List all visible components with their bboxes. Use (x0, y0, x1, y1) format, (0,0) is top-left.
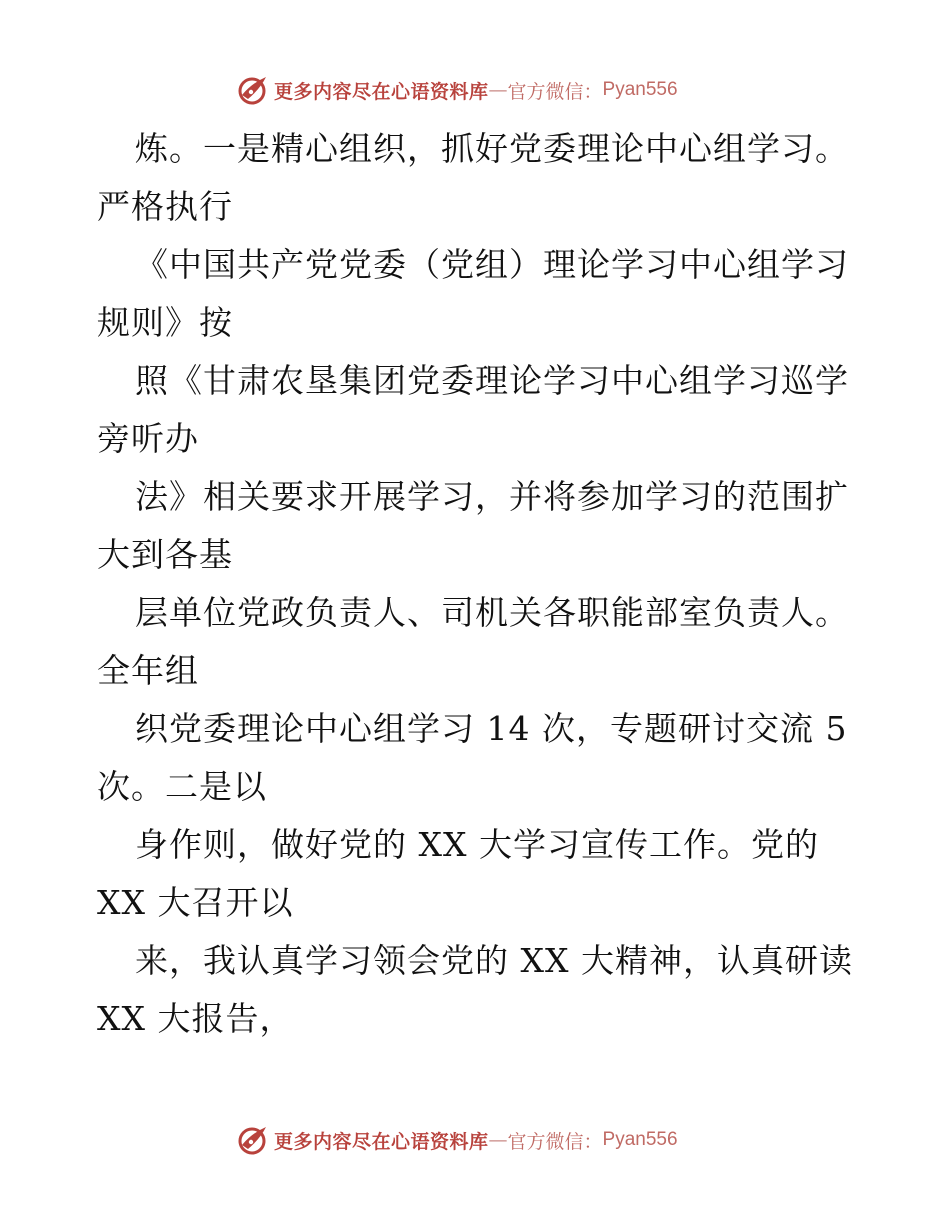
banner-main-text: 更多内容尽在心语资料库 (274, 1130, 489, 1153)
text-line: 全年组 (97, 651, 199, 690)
pen-nib-logo-icon (236, 1123, 270, 1157)
text-line: 法》相关要求开展学习，并将参加学习的范围扩 (135, 477, 849, 516)
text-line: 来，我认真学习领会党的 XX 大精神，认真研读 (135, 941, 853, 980)
text-line: 旁听办 (97, 419, 199, 458)
text-line: 次。二是以 (97, 767, 267, 806)
text-line: XX 大报告， (97, 999, 294, 1038)
text-line: 织党委理论中心组学习 14 次，专题研讨交流 5 (135, 709, 848, 748)
text-line: 照《甘肃农垦集团党委理论学习中心组学习巡学 (135, 361, 849, 400)
banner-main-text: 更多内容尽在心语资料库 (274, 80, 489, 103)
text-line: XX 大召开以 (97, 883, 294, 922)
text-line: 炼。一是精心组织，抓好党委理论中心组学习。 (135, 129, 849, 168)
banner-dash: — (488, 79, 508, 101)
banner-contact-label: 官方微信： (507, 80, 603, 103)
banner-contact-id: Pyan556 (602, 1129, 678, 1150)
footer-banner (236, 1122, 678, 1158)
text-line: 规则》按 (97, 303, 233, 342)
text-line: 《中国共产党党委（党组）理论学习中心组学习 (135, 245, 849, 284)
banner-contact-id: Pyan556 (602, 79, 678, 100)
header-banner (236, 72, 678, 108)
banner-contact-label: 官方微信： (507, 1130, 603, 1153)
text-line: 严格执行 (97, 187, 233, 226)
body-text (97, 120, 857, 1048)
text-line: 身作则，做好党的 XX 大学习宣传工作。党的 (135, 825, 819, 864)
pen-nib-logo-icon (236, 73, 270, 107)
text-line: 大到各基 (97, 535, 233, 574)
banner-dash: — (488, 1129, 508, 1151)
text-line: 层单位党政负责人、司机关各职能部室负责人。 (135, 593, 849, 632)
